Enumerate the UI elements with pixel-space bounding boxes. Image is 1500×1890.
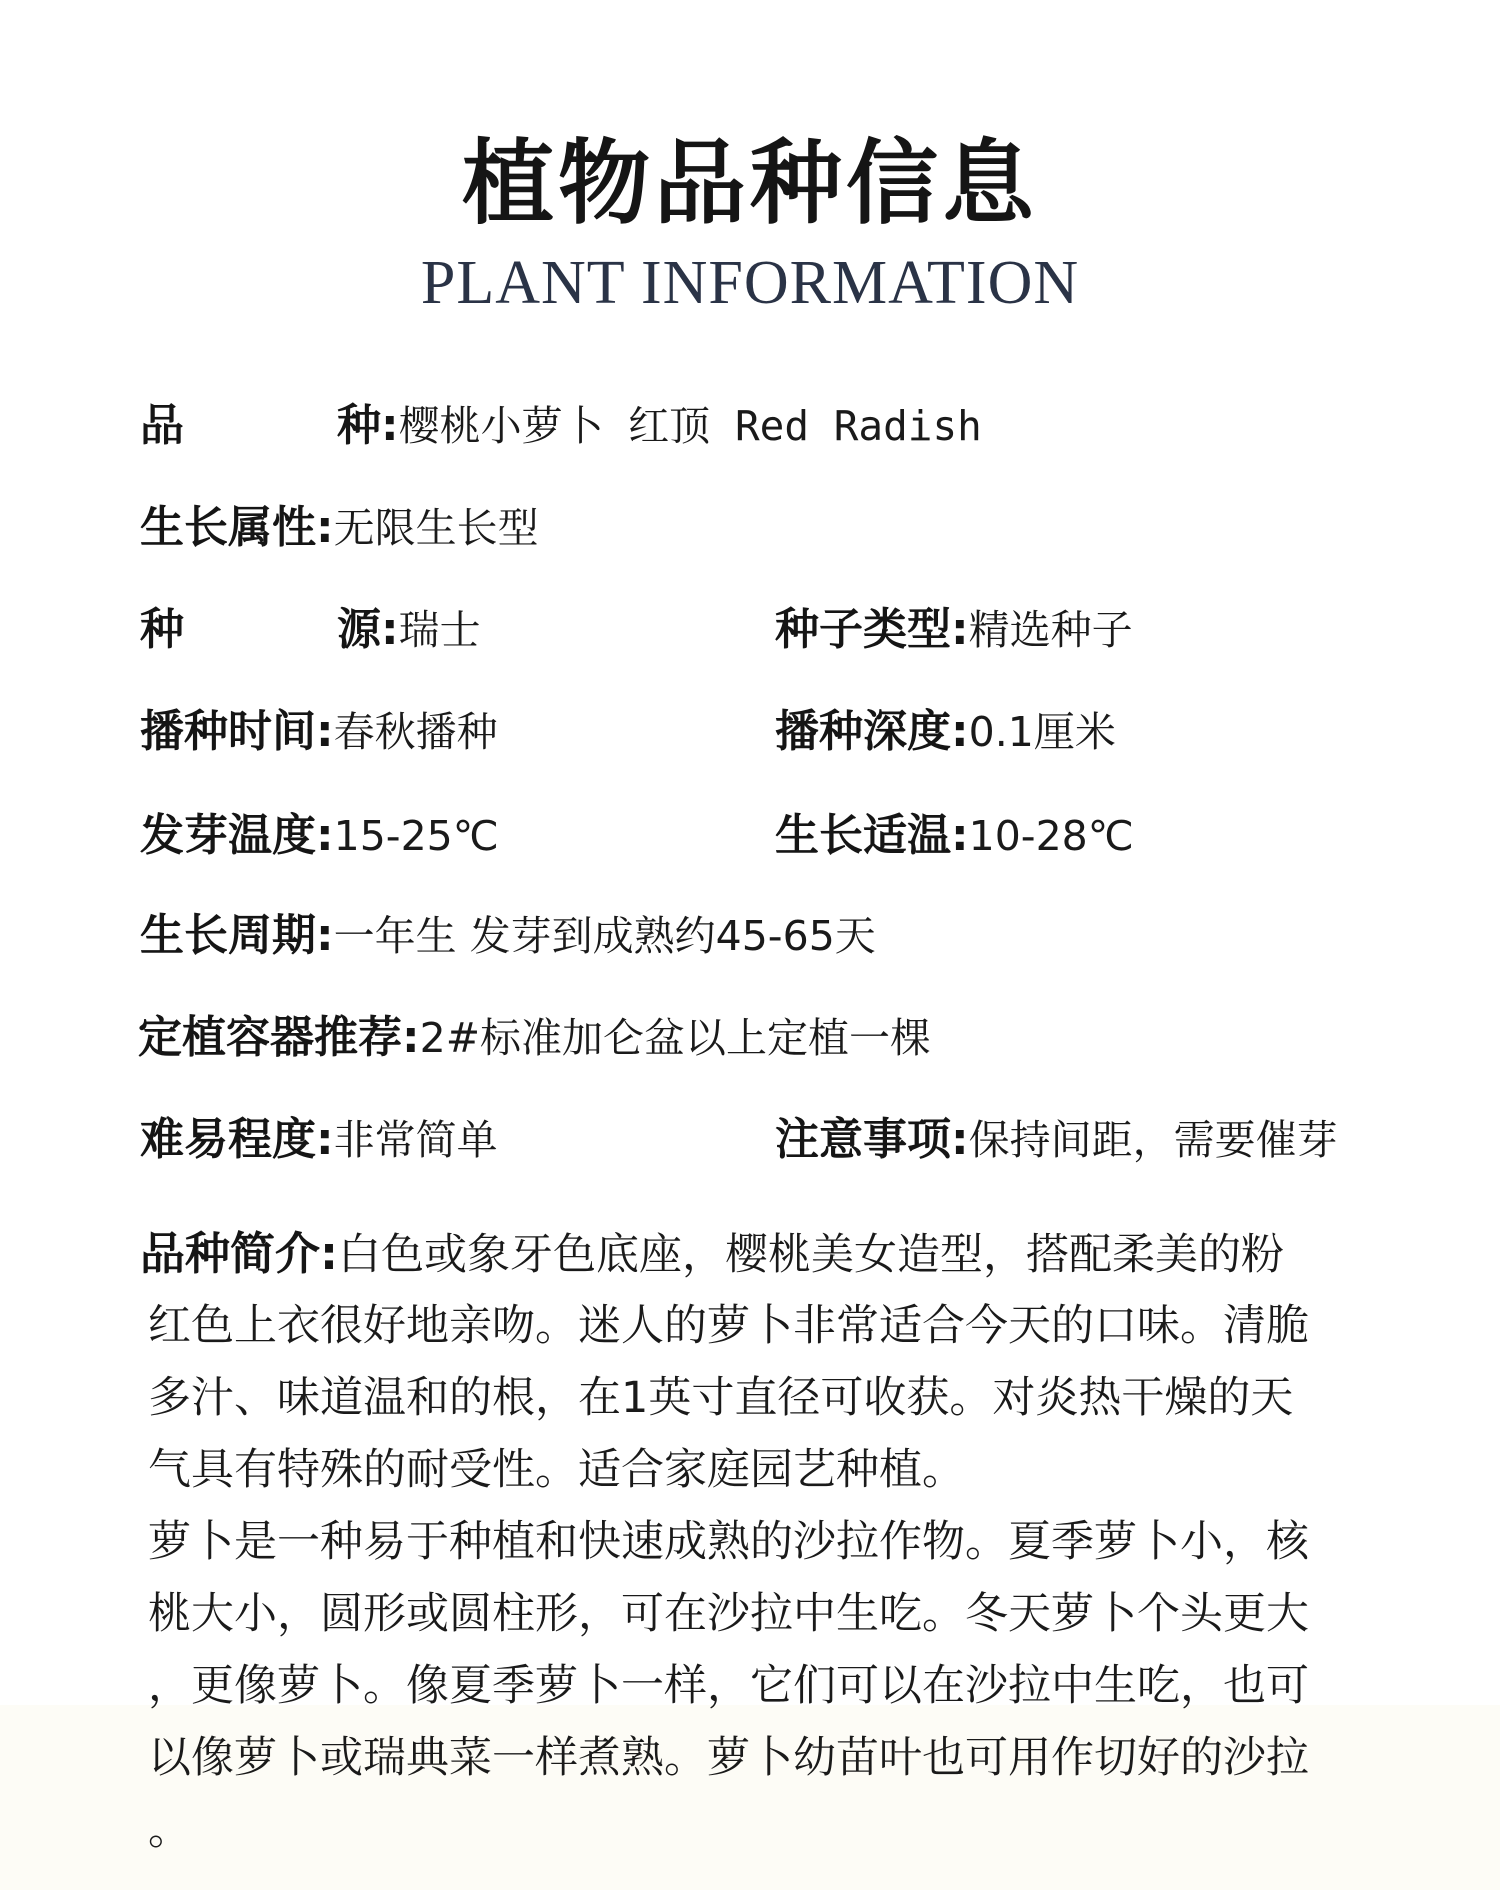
field-seed-type-label: 种子类型: [775,604,969,655]
field-container-value: 2#标准加仑盆以上定植一棵 [419,1014,932,1062]
intro-line-text: 白色或象牙色底座，樱桃美女造型，搭配柔美的粉 [338,1230,1284,1280]
field-germination-temp-value: 15-25℃ [333,812,499,860]
field-notes-label: 注意事项: [775,1114,969,1165]
field-origin [140,604,481,655]
field-growth-temp [775,810,1134,861]
field-variety-label-first: 品 [140,400,337,451]
field-sowing-depth-label: 播种深度: [775,706,969,757]
field-variety [140,400,982,451]
intro-line: 以像萝卜或瑞典菜一样煮熟。萝卜幼苗叶也可用作切好的沙拉 [148,1733,1309,1783]
page-subtitle: PLANT INFORMATION [420,249,1080,317]
field-growth-habit-label: 生长属性: [140,502,334,553]
field-variety-value: 樱桃小萝卜 红顶 Red Radish [398,402,982,450]
field-difficulty-label: 难易程度: [140,1114,334,1165]
field-growth-cycle-value: 一年生 发芽到成熟约45-65天 [333,912,876,960]
field-germination-temp-label: 发芽温度: [140,810,334,861]
intro-line: 桃大小，圆形或圆柱形，可在沙拉中生吃。冬天萝卜个头更大 [148,1589,1309,1639]
intro-label: 品种简介: [140,1227,338,1280]
intro-line [140,1218,1460,1290]
page-title: 植物品种信息 [461,130,1038,237]
intro-line: 萝卜是一种易于种植和快速成熟的沙拉作物。夏季萝卜小，核 [148,1517,1309,1567]
field-seed-type [775,604,1133,655]
field-difficulty-value: 非常简单 [333,1116,498,1164]
field-origin-colon: : [381,604,399,655]
field-difficulty [140,1114,498,1165]
field-growth-temp-label: 生长适温: [775,810,969,861]
field-variety-label [140,400,381,451]
intro-line: 。 [148,1805,191,1855]
field-origin-label-first: 种 [140,604,337,655]
field-variety-colon: : [381,400,399,451]
variety-intro [140,1218,1460,1866]
field-sowing-depth-value: 0.1厘米 [968,708,1116,756]
field-sowing-time-label: 播种时间: [140,706,334,757]
field-notes [775,1114,1338,1165]
field-origin-label-last: 源 [337,604,381,655]
field-container [138,1012,932,1063]
field-growth-cycle [140,910,876,961]
field-origin-label [140,604,381,655]
intro-line: ，更像萝卜。像夏季萝卜一样，它们可以在沙拉中生吃，也可 [148,1661,1309,1711]
field-growth-cycle-label: 生长周期: [140,910,334,961]
field-container-label: 定植容器推荐: [138,1012,420,1063]
field-variety-label-last: 种 [337,400,381,451]
field-sowing-depth [775,706,1116,757]
intro-line: 多汁、味道温和的根，在1英寸直径可收获。对炎热干燥的天 [148,1373,1294,1423]
field-seed-type-value: 精选种子 [968,606,1133,654]
intro-line: 气具有特殊的耐受性。适合家庭园艺种植。 [148,1445,965,1495]
intro-line: 红色上衣很好地亲吻。迷人的萝卜非常适合今天的口味。清脆 [148,1301,1309,1351]
field-sowing-time [140,706,498,757]
field-origin-value: 瑞士 [398,606,481,654]
field-notes-value: 保持间距，需要催芽 [968,1116,1338,1164]
field-growth-habit [140,502,539,553]
field-germination-temp [140,810,499,861]
field-growth-habit-value: 无限生长型 [333,504,539,552]
field-sowing-time-value: 春秋播种 [333,708,498,756]
field-growth-temp-value: 10-28℃ [968,812,1134,860]
